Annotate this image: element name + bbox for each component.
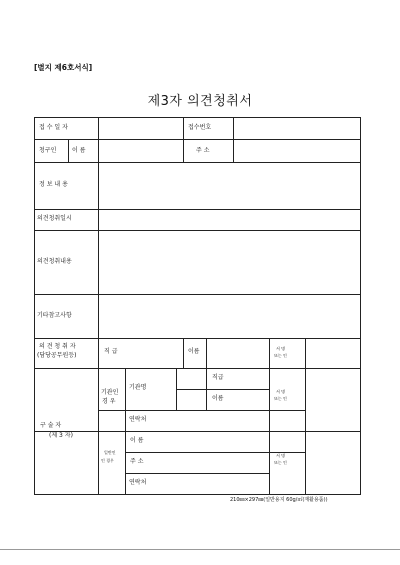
hearing-date-label: 의견청취일시 xyxy=(37,215,72,222)
other-notes-label: 기타참고사항 xyxy=(37,312,72,319)
org-sign-label-line1: 서 명 xyxy=(276,389,285,394)
individual-sign-label-line2: 또는 인 xyxy=(274,460,287,465)
requester-label: 청구인 xyxy=(39,147,57,154)
individual-address-label: 주 소 xyxy=(130,458,144,465)
row-line-7 xyxy=(34,368,361,369)
hearer-position-label: 직 급 xyxy=(104,348,118,355)
col-line-label xyxy=(98,117,99,368)
table-border-bottom xyxy=(34,494,361,495)
requester-name-label: 이 름 xyxy=(72,147,86,154)
org-person-name-label: 이름 xyxy=(212,395,224,402)
ind-subrow-line-2 xyxy=(125,473,269,474)
org-contact-label: 연락처 xyxy=(129,416,147,423)
col-line-hearer-name-value xyxy=(206,338,207,368)
row-line-2 xyxy=(34,162,361,163)
hearer-label-line2: (담당공무원등) xyxy=(37,352,77,359)
org-case-label-line2: 경 우 xyxy=(102,398,116,405)
receipt-date-label: 접 수 일 자 xyxy=(39,124,68,131)
org-sign-label-line2: 또는 인 xyxy=(274,396,287,401)
hearer-sign-label-line1: 서 명 xyxy=(276,346,285,351)
col-line-receipt-no-value xyxy=(233,117,234,162)
receipt-number-label: 접수번호 xyxy=(188,124,212,131)
table-border-left xyxy=(34,117,35,494)
individual-case-label-line2: 인 경우 xyxy=(101,458,114,463)
paper-spec-note: 210㎜×297㎜(일반용지 60g/㎡(재활용품)) xyxy=(230,497,328,503)
org-subrow-line-1 xyxy=(176,389,269,390)
org-name-label: 기관명 xyxy=(129,384,147,391)
row-line-4 xyxy=(34,230,361,231)
col-line-org-position xyxy=(206,368,207,410)
col-line-statement xyxy=(98,368,99,494)
col-line-sign-right xyxy=(305,338,306,494)
hearer-label-line1: 의 견 청 취 자 xyxy=(39,343,76,350)
individual-name-label: 이 름 xyxy=(130,437,144,444)
info-content-label: 정 보 내 용 xyxy=(39,181,68,188)
bottom-divider xyxy=(0,549,400,550)
org-subrow-line-2 xyxy=(98,410,305,411)
hearer-sign-label-line2: 또는 인 xyxy=(274,353,287,358)
statement-label-line2: (제 3 자) xyxy=(49,432,73,439)
col-line-org-name xyxy=(176,368,177,410)
col-line-receipt-no xyxy=(183,117,184,162)
form-number: [별지 제6호서식] xyxy=(34,63,93,72)
col-line-subgroup xyxy=(125,368,126,494)
individual-contact-label: 연락처 xyxy=(129,479,147,486)
individual-sign-label-line1: 서 명 xyxy=(276,453,285,458)
hearing-content-label: 의견청취내용 xyxy=(37,258,72,265)
page-title: 제3자 의견청취서 xyxy=(147,94,253,109)
requester-address-label: 주 소 xyxy=(196,147,210,154)
row-line-3 xyxy=(34,209,361,210)
col-line-sign-left xyxy=(269,338,270,494)
org-position-label: 직급 xyxy=(212,374,224,381)
col-line-hearer-name xyxy=(183,338,184,368)
table-border-right xyxy=(360,117,361,494)
individual-case-label-line1: 일반인 xyxy=(104,450,116,455)
org-case-label-line1: 기관인 xyxy=(101,389,119,396)
row-line-8 xyxy=(34,431,361,432)
row-line-1 xyxy=(34,139,361,140)
table-border-top xyxy=(34,117,361,118)
row-line-5 xyxy=(34,294,361,295)
row-line-6 xyxy=(34,338,361,339)
statement-label-line1: 구 술 자 xyxy=(40,422,62,429)
hearing-form-table xyxy=(34,117,361,494)
col-line-requester xyxy=(68,139,69,162)
hearer-name-label: 이름 xyxy=(188,348,200,355)
